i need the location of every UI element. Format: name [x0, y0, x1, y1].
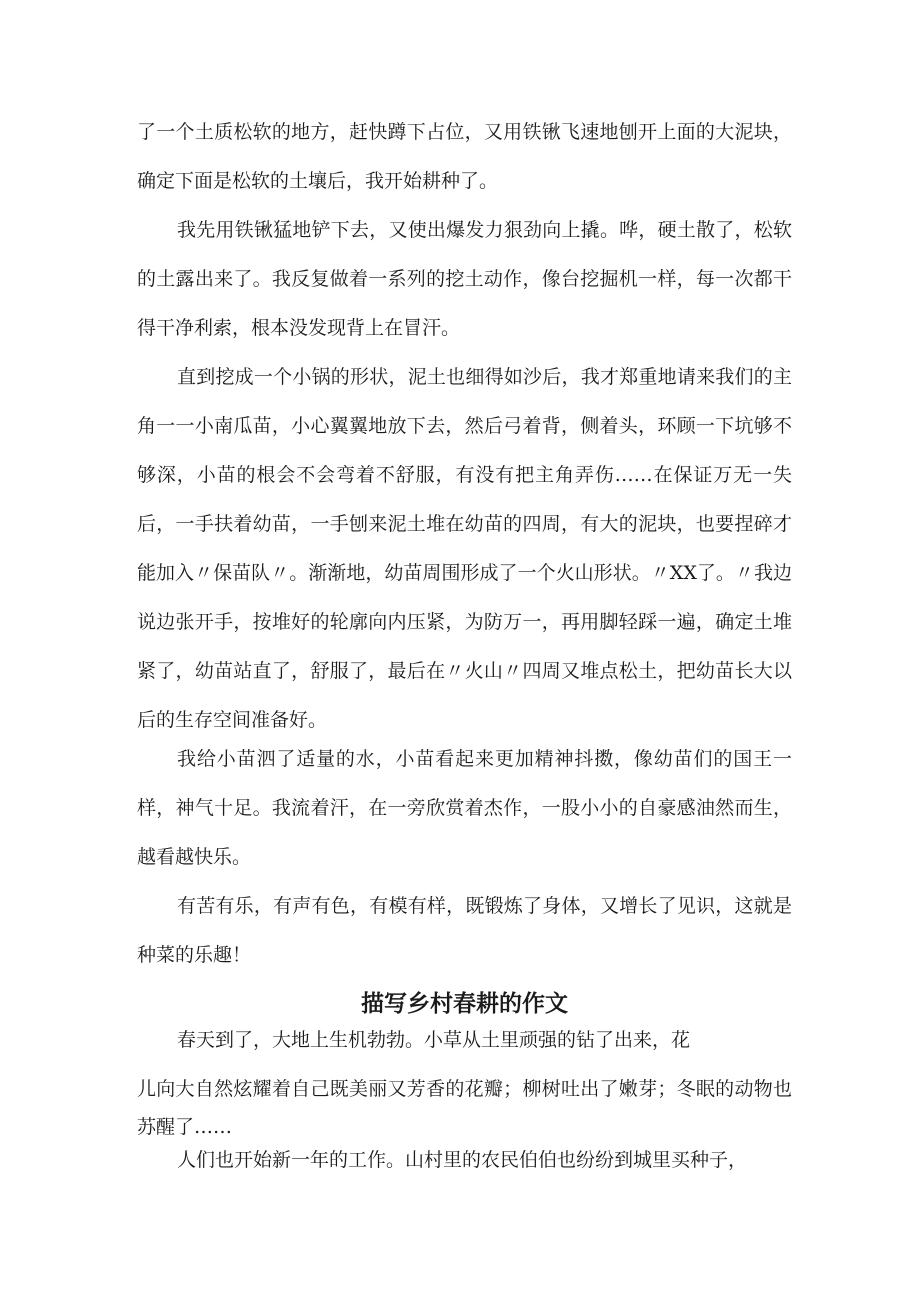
- paragraph-3: 直到挖成一个小锅的形状，泥土也细得如沙后，我才郑重地请来我们的主角一一小南瓜苗，小心翼翼地放下去，然后弓着背，侧着头，环顾一下坑够不够深，小苗的根会不会弯着不舒服，有没有把主角弄伤……在保证万无一失后，一手扶着幼苗，一手刨来泥土堆在幼苗的四周，有大的泥块，也要捏碎才能加入〃保苗队〃。渐渐地，幼苗周围形成了一个火山形状。〃XX了。〃我边说边张开手，按堆好的轮廓向内压紧，为防万一，再用脚轻踩一遍，确定土堆紧了，幼苗站直了，舒服了，最后在〃火山〃四周又堆点松土，把幼苗长大以后的生存空间准备好。: [137, 366, 792, 731]
- paragraph-2: 我先用铁锹猛地铲下去，又使出爆发力狠劲向上撬。哗，硬土散了，松软的土露出来了。我反复做着一系列的挖土动作，像台挖掘机一样，每一次都干得干净利索，根本没发现背上在冒汗。: [137, 219, 792, 339]
- paragraph-1: 了一个土质松软的地方，赶快蹲下占位，又用铁锹飞速地刨开上面的大泥块，确定下面是松软的土壤后，我开始耕种了。: [137, 121, 792, 192]
- essay-paragraph-1: 春天到了，大地上生机勃勃。小草从土里顽强的钻了出来，花: [177, 1029, 691, 1051]
- essay-title: 描写乡村春耕的作文: [361, 990, 568, 1017]
- essay-paragraph-3: 人们也开始新一年的工作。山村里的农民伯伯也纷纷到城里买种子，: [177, 1149, 748, 1171]
- paragraph-5: 有苦有乐，有声有色，有模有样，既锻炼了身体，又增长了见识，这就是种菜的乐趣！: [137, 895, 792, 966]
- paragraph-4: 我给小苗泗了适量的水，小苗看起来更加精神抖擞，像幼苗们的国王一样，神气十足。我流着汗，在一旁欣赏着杰作，一股小小的自豪感油然而生，越看越快乐。: [137, 748, 792, 868]
- essay-paragraph-2: 儿向大自然炫耀着自己既美丽又芳香的花瓣；柳树吐出了嫩芽；冬眠的动物也苏醒了……: [137, 1078, 792, 1138]
